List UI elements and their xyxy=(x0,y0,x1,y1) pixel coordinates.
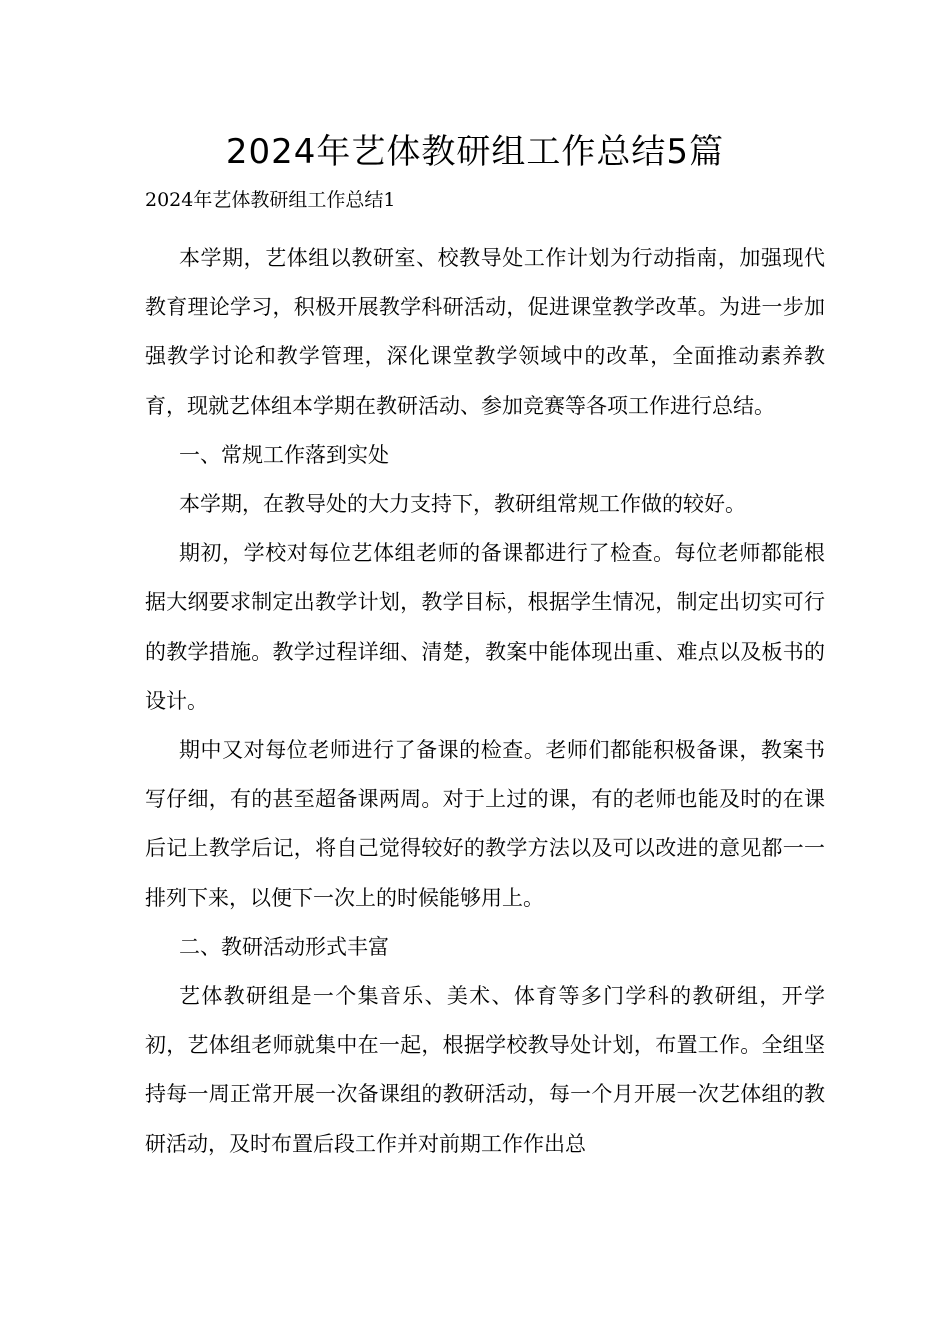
section-heading-research-activities: 二、教研活动形式丰富 xyxy=(179,934,389,959)
paragraph-research-group: 艺体教研组是一个集音乐、美术、体育等多门学科的教研组，开学初，艺体组老师就集中在一起，根据学校教导处计划，布置工作。全组坚持每一周正常开展一次备课组的教研活动，每一个月开展一次艺体组的教研活动，及时布置后段工作并对前期工作作出总 xyxy=(145,984,825,1156)
paragraph-mid-term-check: 期中又对每位老师进行了备课的检查。老师们都能积极备课，教案书写仔细，有的甚至超备课两周。对于上过的课，有的老师也能及时的在课后记上教学后记，将自己觉得较好的教学方法以及可以改进的意见都一一排列下来，以便下一次上的时候能够用上。 xyxy=(145,738,825,910)
paragraph-routine-support: 本学期，在教导处的大力支持下，教研组常规工作做的较好。 xyxy=(179,492,746,517)
section-subtitle: 2024年艺体教研组工作总结1 xyxy=(145,189,396,211)
paragraph-early-term-check: 期初，学校对每位艺体组老师的备课都进行了检查。每位老师都能根据大纲要求制定出教学计划，教学目标，根据学生情况，制定出切实可行的教学措施。教学过程详细、清楚，教案中能体现出重、难点以及板书的设计。 xyxy=(145,541,825,713)
section-heading-routine-work: 一、常规工作落到实处 xyxy=(179,442,389,467)
document-title: 2024年艺体教研组工作总结5篇 xyxy=(225,132,725,172)
document-body xyxy=(145,234,825,1169)
paragraph-intro: 本学期，艺体组以教研室、校教导处工作计划为行动指南，加强现代教育理论学习，积极开展教学科研活动，促进课堂教学改革。为进一步加强教学讨论和教学管理，深化课堂教学领域中的改革，全面推动素养教育，现就艺体组本学期在教研活动、参加竞赛等各项工作进行总结。 xyxy=(145,246,825,418)
